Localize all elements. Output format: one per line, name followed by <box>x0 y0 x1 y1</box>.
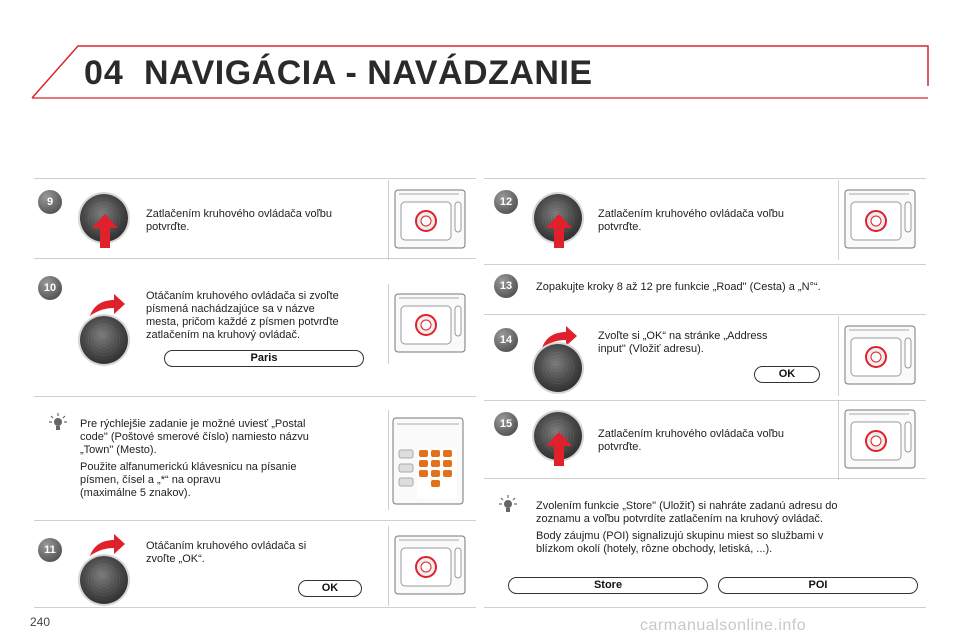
arrow-up-icon <box>92 214 118 248</box>
rotate-arrow-icon <box>88 292 126 318</box>
radio-unit-icon <box>838 316 918 396</box>
lightbulb-icon <box>48 412 68 432</box>
step-11-text: Otáčaním kruhového ovládača si zvoľte „OK“. <box>146 540 307 565</box>
step-14-text: Zvoľte si „OK“ na stránke „Address input" (Vložiť adresu). <box>598 330 768 355</box>
rotate-arrow-icon <box>88 532 126 558</box>
radio-unit-icon <box>838 400 918 480</box>
dial-knob-icon <box>80 556 128 604</box>
step-badge: 15 <box>494 412 518 436</box>
tip-text: Zvolením funkcie „Store" (Uložiť) si nahráte zadanú adresu do zoznamu a voľbu potvrdíte zatlačením na kruhový ovládač. Body záujmu (POI) signalizujú skupinu miest so službami v blízkom okolí (hotely, rôzne obchody, letiská, ...). <box>536 500 838 555</box>
store-option: Store <box>508 577 708 594</box>
step-badge: 12 <box>494 190 518 214</box>
step-badge: 9 <box>38 190 62 214</box>
dial-knob-icon <box>80 316 128 364</box>
dial-knob-icon <box>534 344 582 392</box>
ok-option: OK <box>298 580 362 597</box>
step-12-text: Zatlačením kruhového ovládača voľbu potvrďte. <box>598 208 785 233</box>
poi-option: POI <box>718 577 918 594</box>
step-13-text: Zopakujte kroky 8 až 12 pre funkcie „Road" (Cesta) a „N°“. <box>536 281 821 293</box>
radio-unit-icon <box>838 180 918 260</box>
paris-option: Paris <box>164 350 364 367</box>
page-title: NAVIGÁCIA - NAVÁDZANIE <box>144 54 593 92</box>
divider <box>34 396 476 397</box>
tip-text: Pre rýchlejšie zadanie je možné uviesť „Postal code" (Poštové smerové číslo) namiesto názvu „Town" (Mesto). Použite alfanumerickú klávesnicu na písanie písmen, čísel a „*“ na opravu (maximálne 5 znakov). <box>80 418 309 499</box>
page-number: 240 <box>30 615 51 629</box>
divider <box>484 314 926 315</box>
step-badge: 11 <box>38 538 62 562</box>
chapter-number: 04 <box>84 54 124 92</box>
radio-unit-icon <box>388 526 468 606</box>
step-15-text: Zatlačením kruhového ovládača voľbu potvrďte. <box>598 428 785 453</box>
step-10-text: Otáčaním kruhového ovládača si zvoľte písmená nachádzajúce sa v názve mesta, pričom každé z písmen potvrďte zatlačením na kruhový ovládač. <box>146 290 339 341</box>
step-badge: 10 <box>38 276 62 300</box>
arrow-up-icon <box>546 432 572 466</box>
divider <box>484 607 926 608</box>
watermark: carmanualsonline.info <box>640 617 807 634</box>
divider <box>484 178 926 179</box>
divider <box>34 607 476 608</box>
radio-unit-icon <box>388 180 468 260</box>
ok-option: OK <box>754 366 820 383</box>
lightbulb-icon <box>498 494 518 514</box>
arrow-up-icon <box>546 214 572 248</box>
step-9-text: Zatlačením kruhového ovládača voľbu potvrďte. <box>146 208 333 233</box>
step-badge: 13 <box>494 274 518 298</box>
divider <box>34 520 476 521</box>
step-badge: 14 <box>494 328 518 352</box>
radio-unit-icon <box>388 284 468 364</box>
divider <box>34 178 476 179</box>
keypad-unit-icon <box>388 410 468 510</box>
divider <box>484 264 926 265</box>
